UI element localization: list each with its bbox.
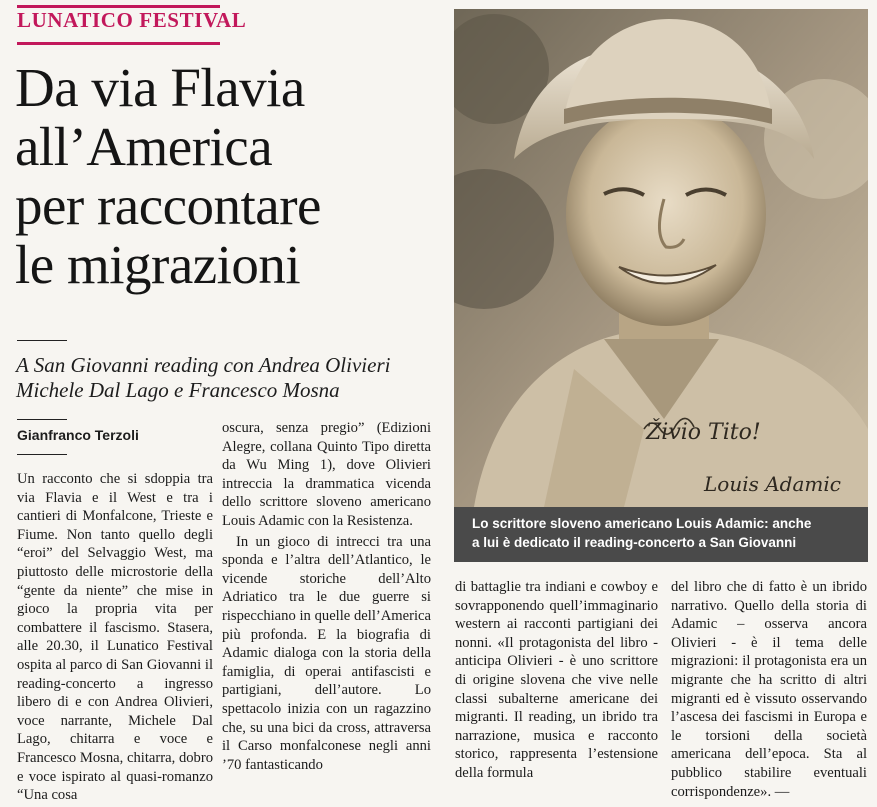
- headline-line: le migrazioni: [15, 234, 301, 295]
- headline-line: per raccontare: [15, 175, 321, 236]
- headline: [15, 58, 445, 294]
- byline-bottom-rule: [17, 454, 67, 455]
- article-column-4: [671, 578, 867, 801]
- subtitle-rule: [17, 340, 67, 341]
- subtitle: [16, 353, 446, 403]
- section-kicker: LUNATICO FESTIVAL: [17, 8, 247, 32]
- headline-line: all’America: [15, 116, 273, 177]
- subtitle-line: Michele Dal Lago e Francesco Mosna: [16, 378, 340, 402]
- paragraph: oscura, senza pregio” (Edizioni Alegre, collana Quinto Tipo diretta da Wu Ming 1), dove Olivieri intreccia la drammatica vicenda dello scrittore sloveno americano Louis Adamic con la Resistenza.: [222, 420, 431, 529]
- caption-line: Lo scrittore sloveno americano Louis Adamic: anche: [472, 516, 812, 531]
- caption-line: a lui è dedicato il reading-concerto a San Giovanni: [472, 535, 797, 550]
- kicker-bottom-rule: [17, 42, 220, 45]
- photo-caption: [454, 507, 868, 562]
- inscription-signature: Louis Adamic: [704, 472, 841, 496]
- inscription-line-1: Živio Tito!: [646, 420, 761, 445]
- paragraph: Un racconto che si sdoppia tra via Flavia e il West e tra i cantieri di Monfalcone, Trieste e Fiume. Non tanto quello degli “eroi” del Selvaggio West, ma piuttosto delle microstorie della “gente da niente” che mise in gioco la propria vita per combattere il fascismo. Stasera, alle 20.30, il Lunatico Festival ospita al parco di San Giovanni il reading-concerto a ingresso libero di e con Andrea Olivieri, voce narrante, Michele Dal Lago, chitarra e voce e Francesco Mosna, chitarra, dobro e voce ispirato al quasi-romanzo “Una cosa: [17, 471, 213, 804]
- paragraph: di battaglie tra indiani e cowboy e sovrapponendo quell’immaginario western ai racconti partigiani dei nonni. «Il protagonista del libro - anticipa Olivieri - è uno scrittore di origine slovena che vive nelle classi subalterne americane dei migranti. Il reading, un ibrido tra narrazione, musica e racconto storico, rappresenta l’estensione della formula: [455, 579, 658, 781]
- headline-line: Da via Flavia: [15, 57, 305, 118]
- byline-rule: [17, 419, 67, 420]
- author-photo: [454, 9, 868, 507]
- portrait-image: [454, 9, 868, 507]
- article-column-1: [17, 470, 213, 805]
- byline: Gianfranco Terzoli: [17, 427, 139, 443]
- article-column-2: [222, 419, 431, 774]
- subtitle-line: A San Giovanni reading con Andrea Olivieri: [16, 353, 391, 377]
- paragraph: del libro che di fatto è un ibrido narrativo. Quello della storia di Adamic – osserva ancora Olivieri - è il tema delle migrazioni: il protagonista era un migrante che ha scritto di altri migranti ed è vissuto osservando l’ascesa dei fascismi in Europa e le torsioni della società americana dell’epoca. Sta al pubblico stabilire eventuali corrispondenze». —: [671, 579, 867, 800]
- article-column-3: [455, 578, 658, 783]
- paragraph: In un gioco di intrecci tra una sponda e l’altra dell’Atlantico, le vicende storiche dell’Alto Adriatico tra le due guerre si rispecchiano in quelle dell’America più profonda. E la biografia di Adamic dialoga con la storia della famiglia, di operai antifascisti e partigiani, dell’autore. Lo spettacolo inizia con un ragazzino che, su una bici da cross, attraversa il Carso monfalconese negli anni ’70 fantasticando: [222, 533, 431, 773]
